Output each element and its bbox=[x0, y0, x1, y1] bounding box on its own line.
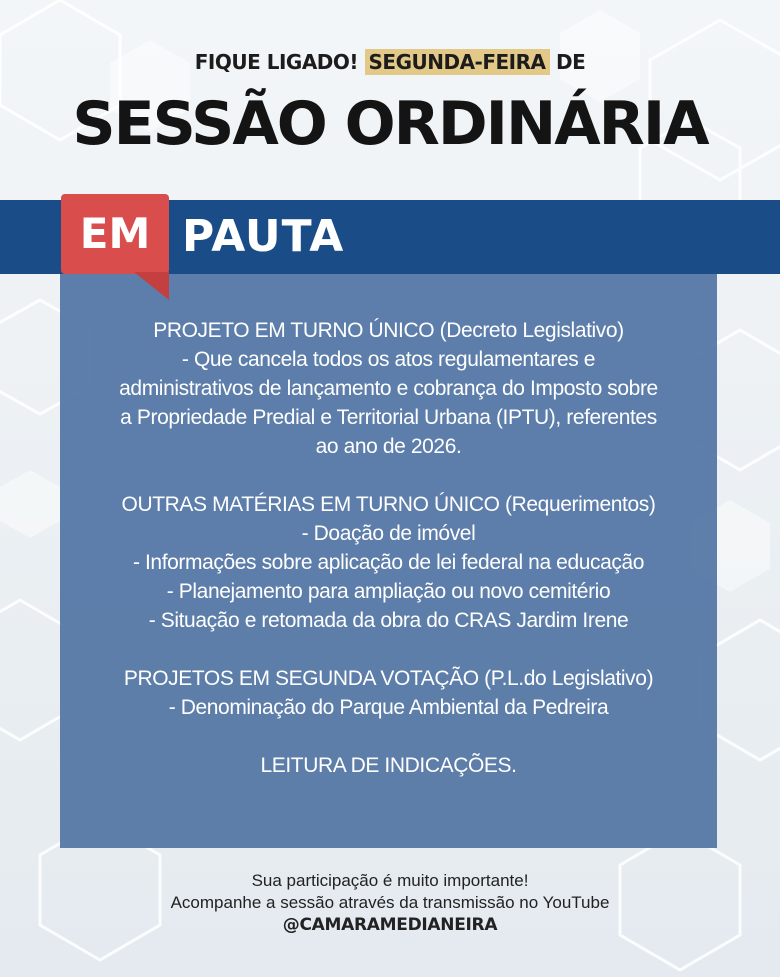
agenda-item bbox=[60, 751, 717, 780]
agenda-item bbox=[60, 316, 717, 461]
speech-bubble-tail-icon bbox=[134, 272, 174, 302]
footer bbox=[0, 870, 780, 936]
header-suffix: DE bbox=[555, 50, 586, 74]
agenda-item bbox=[60, 490, 717, 635]
agenda-line: LEITURA DE INDICAÇÕES. bbox=[260, 754, 517, 777]
agenda-line: a Propriedade Predial e Territorial Urbana (IPTU), referentes bbox=[120, 406, 657, 429]
agenda-line: - Planejamento para ampliação ou novo cemitério bbox=[166, 580, 611, 603]
header-prefix: FIQUE LIGADO! bbox=[194, 50, 359, 74]
page-title: SESSÃO ORDINÁRIA bbox=[72, 89, 708, 159]
footer-message: Sua participação é muito importante! bbox=[251, 871, 529, 890]
speech-bubble-badge: EM bbox=[61, 194, 169, 274]
footer-youtube-note: Acompanhe a sessão através da transmissão no YouTube bbox=[170, 893, 610, 912]
banner-label: PAUTA bbox=[182, 211, 345, 262]
agenda-line: - Denominação do Parque Ambiental da Pedreira bbox=[168, 696, 609, 719]
agenda-line: OUTRAS MATÉRIAS EM TURNO ÚNICO (Requerimentos) bbox=[121, 493, 656, 516]
header-highlight: SEGUNDA-FEIRA bbox=[365, 49, 550, 75]
agenda-line: PROJETO EM TURNO ÚNICO (Decreto Legislativo) bbox=[153, 319, 624, 342]
agenda-list bbox=[60, 316, 717, 809]
agenda-line: administrativos de lançamento e cobrança do Imposto sobre bbox=[119, 377, 658, 400]
agenda-line: - Situação e retomada da obra do CRAS Jardim Irene bbox=[148, 609, 629, 632]
social-handle: @CAMARAMEDIANEIRA bbox=[282, 915, 498, 935]
agenda-line: - Doação de imóvel bbox=[301, 522, 476, 545]
agenda-item bbox=[60, 664, 717, 722]
agenda-line: - Informações sobre aplicação de lei federal na educação bbox=[132, 551, 645, 574]
agenda-line: ao ano de 2026. bbox=[315, 435, 462, 458]
agenda-line: PROJETOS EM SEGUNDA VOTAÇÃO (P.L.do Legislativo) bbox=[123, 667, 654, 690]
header-kicker bbox=[0, 50, 780, 74]
agenda-line: - Que cancela todos os atos regulamentares e bbox=[181, 348, 596, 371]
